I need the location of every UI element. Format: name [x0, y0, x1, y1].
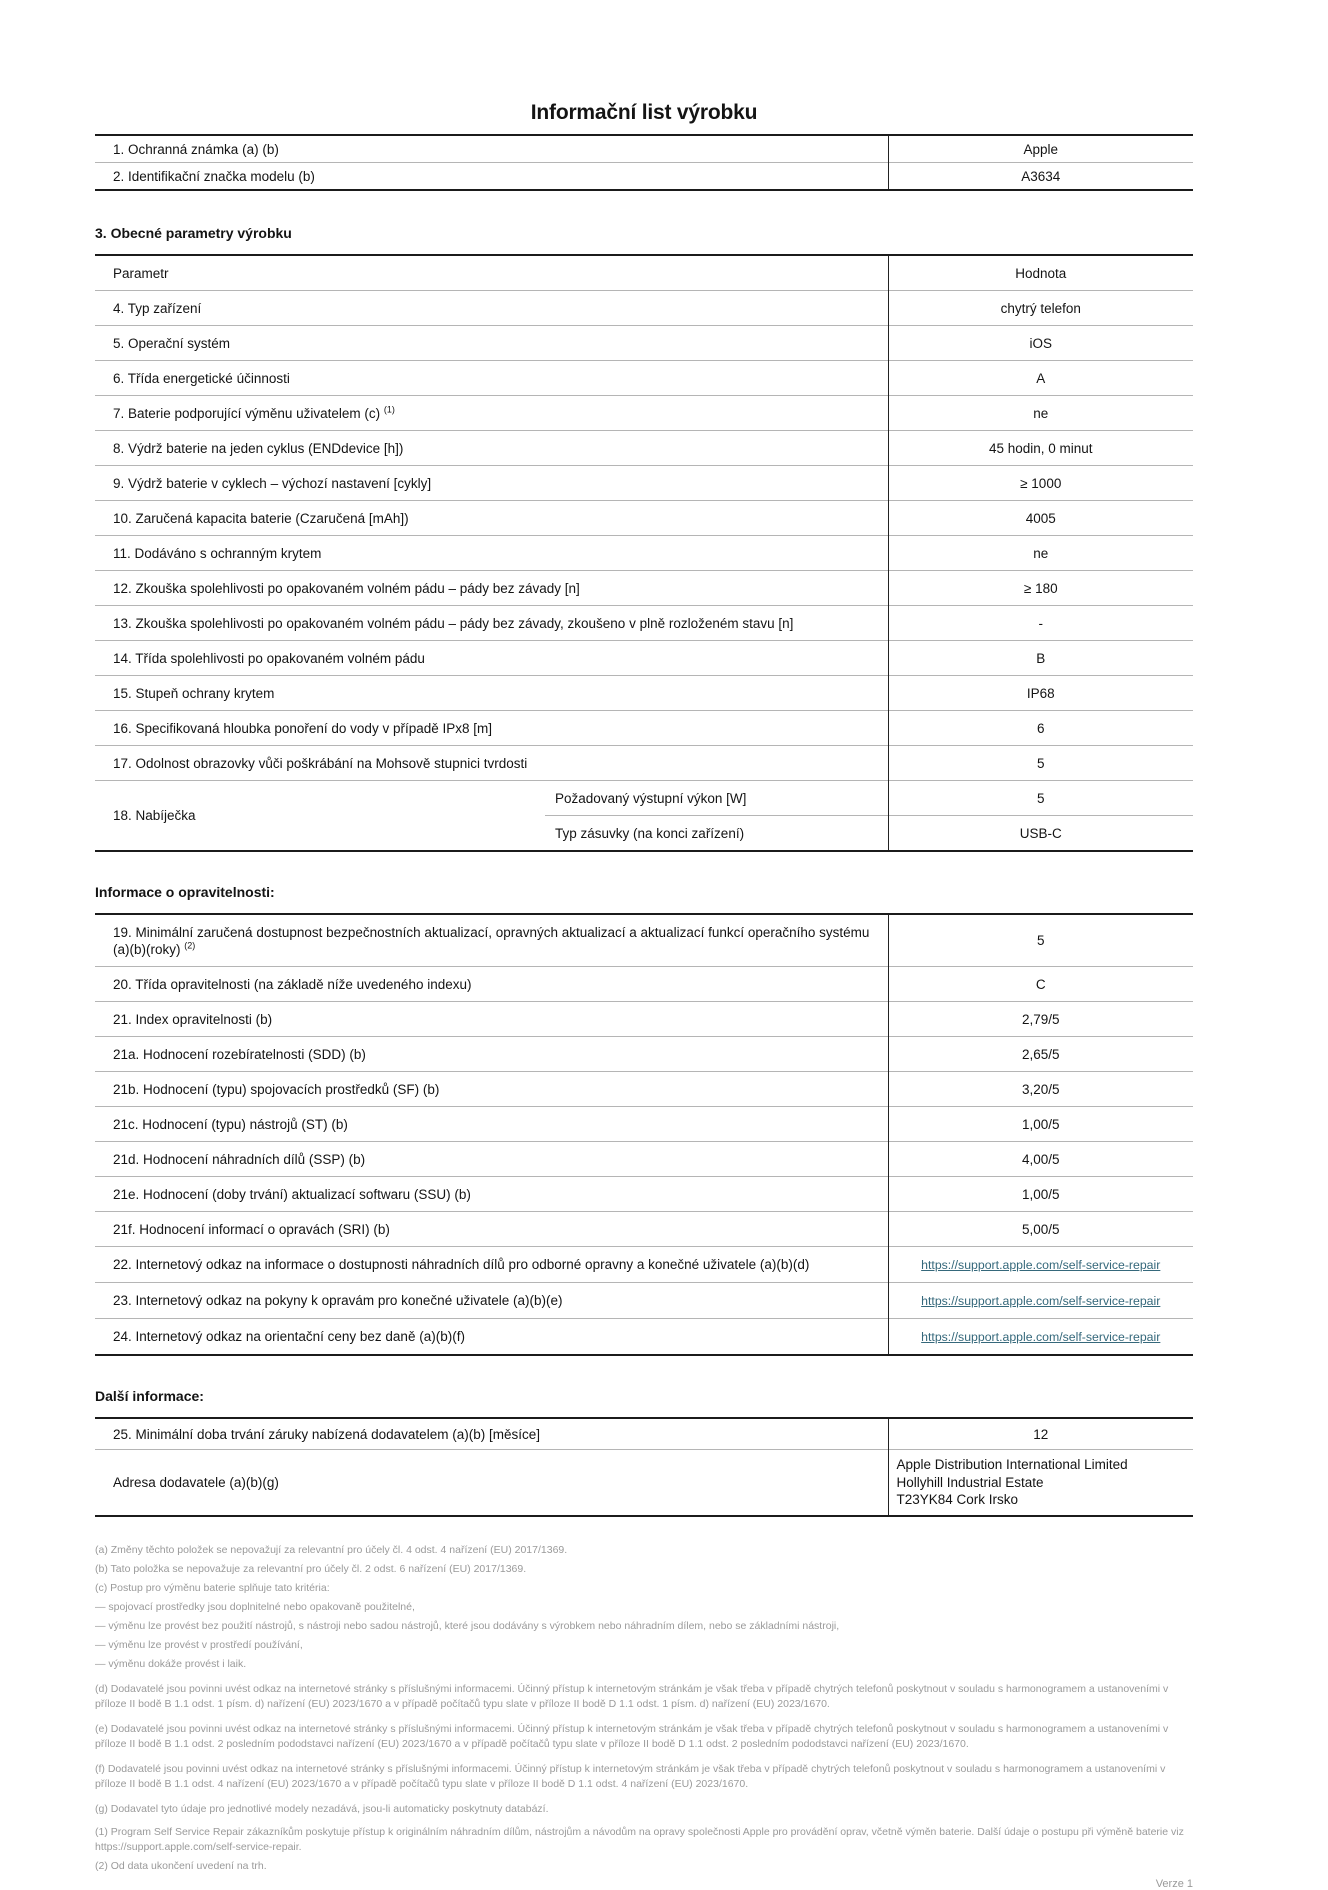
content-area — [95, 0, 1193, 1890]
row-label: 4. Typ zařízení — [95, 291, 888, 326]
row-value: 1,00/5 — [888, 1177, 1193, 1212]
table-row — [95, 466, 1193, 501]
row-value: A3634 — [888, 163, 1193, 191]
footnote: (a) Změny těchto položek se nepovažují za relevantní pro účely čl. 4 odst. 4 nařízení (EU) 2017/1369. — [95, 1543, 568, 1556]
table-row — [95, 967, 1193, 1002]
table-row — [95, 641, 1193, 676]
row-label: 21e. Hodnocení (doby trvání) aktualizací softwaru (SSU) (b) — [95, 1177, 888, 1212]
repairability-table — [95, 913, 1193, 1356]
row-label: 23. Internetový odkaz na pokyny k opravám pro konečné uživatele (a)(b)(e) — [95, 1283, 888, 1319]
row-label: 10. Zaručená kapacita baterie (Czaručená [mAh]) — [95, 501, 888, 536]
row-value: A — [888, 361, 1193, 396]
row-label: 22. Internetový odkaz na informace o dostupnosti náhradních dílů pro odborné opravny a konečné uživatele (a)(b)(d) — [95, 1247, 888, 1283]
row-label: 25. Minimální doba trvání záruky nabízená dodavatelem (a)(b) [měsíce] — [113, 1426, 540, 1442]
row-label-text: 19. Minimální zaručená dostupnost bezpečnostních aktualizací, opravných aktualizací a aktualizací funkcí operačního systému (a)(b)(roky) — [113, 924, 870, 957]
row-value: Apple — [888, 135, 1193, 163]
table-row — [95, 1177, 1193, 1212]
row-label: 21b. Hodnocení (typu) spojovacích prostředků (SF) (b) — [95, 1072, 888, 1107]
row-value: 2,79/5 — [888, 1002, 1193, 1037]
charger-subrow-label: Typ zásuvky (na konci zařízení) — [545, 816, 888, 852]
table-row — [95, 135, 1193, 163]
row-value: 6 — [888, 711, 1193, 746]
row-label — [95, 396, 888, 431]
row-value: C — [888, 967, 1193, 1002]
footnote-criterion: — výměnu dokáže provést i laik. — [95, 1657, 247, 1670]
row-value: 45 hodin, 0 minut — [888, 431, 1193, 466]
table-row — [95, 291, 1193, 326]
row-label — [95, 914, 888, 967]
footnote-ref: (1) — [383, 404, 395, 414]
table-row — [95, 1002, 1193, 1037]
version-label: Verze 1 — [1155, 1877, 1193, 1890]
row-label: 18. Nabíječka — [95, 781, 545, 852]
row-value: 5,00/5 — [888, 1212, 1193, 1247]
table-row — [95, 711, 1193, 746]
table-row — [95, 163, 1193, 191]
table-row — [95, 746, 1193, 781]
row-label-text: 7. Baterie podporující výměnu uživatelem (c) — [113, 405, 381, 421]
page-title: Informační list výrobku — [530, 101, 758, 124]
row-value: 5 — [888, 746, 1193, 781]
spare-parts-link[interactable]: https://support.apple.com/self-service-repair — [921, 1257, 1161, 1272]
footnote-criterion: — spojovací prostředky jsou doplnitelné nebo opakovaně použitelné, — [95, 1600, 415, 1613]
charger-subrow-value: 5 — [888, 781, 1193, 816]
table-row-charger — [95, 781, 1193, 816]
row-label: 5. Operační systém — [95, 326, 888, 361]
table-row — [95, 1107, 1193, 1142]
column-header-parameter: Parametr — [113, 265, 169, 281]
row-label: 12. Zkouška spolehlivosti po opakovaném volném pádu – pády bez závady [n] — [95, 571, 888, 606]
charger-subrow-label: Požadovaný výstupní výkon [W] — [545, 781, 888, 816]
row-value: 4005 — [888, 501, 1193, 536]
table-row — [95, 501, 1193, 536]
table-row — [95, 606, 1193, 641]
footnote: (1) Program Self Service Repair zákazníkům poskytuje přístup k originálním náhradním dílům, nástrojům a návodům na opravy společnosti Apple pro provádění oprav, včetně výměn baterie. Další údaje o postupu při výměně baterie viz https://support.apple.com/self-service-repair. — [95, 1825, 1184, 1853]
row-value: 2,65/5 — [888, 1037, 1193, 1072]
table-row — [95, 1212, 1193, 1247]
pricing-link[interactable]: https://support.apple.com/self-service-repair — [921, 1329, 1161, 1344]
row-label: 13. Zkouška spolehlivosti po opakovaném volném pádu – pády bez závady, zkoušeno v plně rozloženém stavu [n] — [95, 606, 888, 641]
table-header-row — [95, 255, 1193, 291]
row-label: 9. Výdrž baterie v cyklech – výchozí nastavení [cykly] — [95, 466, 888, 501]
row-value — [888, 1283, 1193, 1319]
row-value: 12 — [888, 1418, 1193, 1450]
row-label: 16. Specifikovaná hloubka ponoření do vody v případě IPx8 [m] — [95, 711, 888, 746]
row-value: ≥ 1000 — [888, 466, 1193, 501]
row-value: 4,00/5 — [888, 1142, 1193, 1177]
table-row — [95, 326, 1193, 361]
charger-subrow-value: USB-C — [888, 816, 1193, 852]
row-value: ne — [888, 536, 1193, 571]
table-row — [95, 1319, 1193, 1356]
address-line: Apple Distribution International Limited — [896, 1457, 1128, 1472]
table-row — [95, 536, 1193, 571]
row-value: chytrý telefon — [888, 291, 1193, 326]
footnote: (g) Dodavatel tyto údaje pro jednotlivé modely nezadává, jsou-li automaticky poskytnuty databází. — [95, 1802, 549, 1815]
table-row — [95, 361, 1193, 396]
footnote-criterion: — výměnu lze provést bez použití nástrojů, s nástroji nebo sadou nástrojů, které jsou dodávány s výrobkem nebo náhradním dílem, nebo se základními nástroji, — [95, 1619, 840, 1632]
row-label: 21c. Hodnocení (typu) nástrojů (ST) (b) — [95, 1107, 888, 1142]
table-row — [95, 1283, 1193, 1319]
supplier-address — [888, 1450, 1193, 1516]
row-label: 11. Dodáváno s ochranným krytem — [95, 536, 888, 571]
section-heading-more-info: Další informace: — [95, 1388, 204, 1404]
table-row — [95, 1142, 1193, 1177]
more-info-table — [95, 1417, 1193, 1517]
table-row — [95, 1072, 1193, 1107]
table-row — [95, 914, 1193, 967]
table-row — [95, 1418, 1193, 1450]
row-label: 21d. Hodnocení náhradních dílů (SSP) (b) — [95, 1142, 888, 1177]
footnote-criterion: — výměnu lze provést v prostředí používání, — [95, 1638, 303, 1651]
table-row — [95, 396, 1193, 431]
table-row — [95, 676, 1193, 711]
footnote: (d) Dodavatelé jsou povinni uvést odkaz na internetové stránky s příslušnými informacemi. Účinný přístup k internetovým stránkám je však třeba v případě chytrých telefonů poskytnout v souladu s harmonogramem a ustanoveními v příloze II bodě B 1.1 odst. 1 písm. d) nařízení (EU) 2023/1670 a v případě počítačů typu slate v příloze II bodě D 1.1 odst. 1 písm. d) nařízení (EU) 2023/1670. — [95, 1682, 1169, 1710]
row-value — [888, 1247, 1193, 1283]
row-value: - — [888, 606, 1193, 641]
row-label: 24. Internetový odkaz na orientační ceny bez daně (a)(b)(f) — [95, 1319, 888, 1356]
column-header-value: Hodnota — [888, 255, 1193, 291]
row-value: 5 — [888, 914, 1193, 967]
address-line: Hollyhill Industrial Estate — [896, 1474, 1044, 1490]
row-label: 21a. Hodnocení rozebíratelnosti (SDD) (b) — [95, 1037, 888, 1072]
footnote: (c) Postup pro výměnu baterie splňuje tato kritéria: — [95, 1581, 330, 1594]
repair-instructions-link[interactable]: https://support.apple.com/self-service-repair — [921, 1293, 1161, 1308]
row-value: IP68 — [888, 676, 1193, 711]
row-value: 3,20/5 — [888, 1072, 1193, 1107]
row-value: ne — [888, 396, 1193, 431]
row-label: 21. Index opravitelnosti (b) — [95, 1002, 888, 1037]
table-row-supplier-address — [95, 1450, 1193, 1516]
row-value — [888, 1319, 1193, 1356]
identification-table — [95, 134, 1193, 191]
footnote-ref: (2) — [184, 940, 196, 950]
row-label: 20. Třída opravitelnosti (na základě níže uvedeného indexu) — [95, 967, 888, 1002]
footnote: (b) Tato položka se nepovažuje za relevantní pro účely čl. 2 odst. 6 nařízení (EU) 2017/1369. — [95, 1562, 527, 1575]
table-row — [95, 571, 1193, 606]
footnotes-block — [95, 1543, 1193, 1874]
row-value: B — [888, 641, 1193, 676]
address-line: T23YK84 Cork Irsko — [896, 1492, 1019, 1507]
general-parameters-table — [95, 254, 1193, 852]
section-heading-repairability: Informace o opravitelnosti: — [95, 884, 275, 900]
footnote: (f) Dodavatelé jsou povinni uvést odkaz na internetové stránky s příslušnými informacemi. Účinný přístup k internetovým stránkám je však třeba v případě chytrých telefonů poskytnout v souladu s harmonogramem a ustanoveními v příloze II bodě B 1.1 odst. 4 nařízení (EU) 2023/1670 a v případě počítačů typu slate v příloze II bodě D 1.1 odst. 4 nařízení (EU) 2023/1670. — [95, 1762, 1166, 1790]
row-label: 15. Stupeň ochrany krytem — [95, 676, 888, 711]
row-label: 2. Identifikační značka modelu (b) — [95, 163, 888, 191]
row-label: 17. Odolnost obrazovky vůči poškrábání na Mohsově stupnici tvrdosti — [95, 746, 888, 781]
row-value: ≥ 180 — [888, 571, 1193, 606]
table-row — [95, 431, 1193, 466]
table-row — [95, 1037, 1193, 1072]
footnote: (2) Od data ukončení uvedení na trh. — [95, 1859, 267, 1872]
table-row — [95, 1247, 1193, 1283]
row-label: 14. Třída spolehlivosti po opakovaném volném pádu — [95, 641, 888, 676]
row-label: Adresa dodavatele (a)(b)(g) — [95, 1450, 888, 1516]
row-label: 8. Výdrž baterie na jeden cyklus (ENDdevice [h]) — [95, 431, 888, 466]
footnote: (e) Dodavatelé jsou povinni uvést odkaz na internetové stránky s příslušnými informacemi. Účinný přístup k internetovým stránkám je však třeba v případě chytrých telefonů poskytnout v souladu s harmonogramem a ustanoveními v příloze II bodě B 1.1 odst. 2 posledním pododstavci nařízení (EU) 2023/1670 a v případě počítačů typu slate v příloze II bodě D 1.1 odst. 2 posledním pododstavci nařízení (EU) 2023/1670. — [95, 1722, 1169, 1750]
row-label: 21f. Hodnocení informací o opravách (SRI) (b) — [95, 1212, 888, 1247]
row-label: 6. Třída energetické účinnosti — [95, 361, 888, 396]
row-label: 1. Ochranná známka (a) (b) — [113, 141, 279, 157]
row-value: 1,00/5 — [888, 1107, 1193, 1142]
row-value: iOS — [888, 326, 1193, 361]
section-heading-general-parameters: 3. Obecné parametry výrobku — [95, 225, 292, 241]
